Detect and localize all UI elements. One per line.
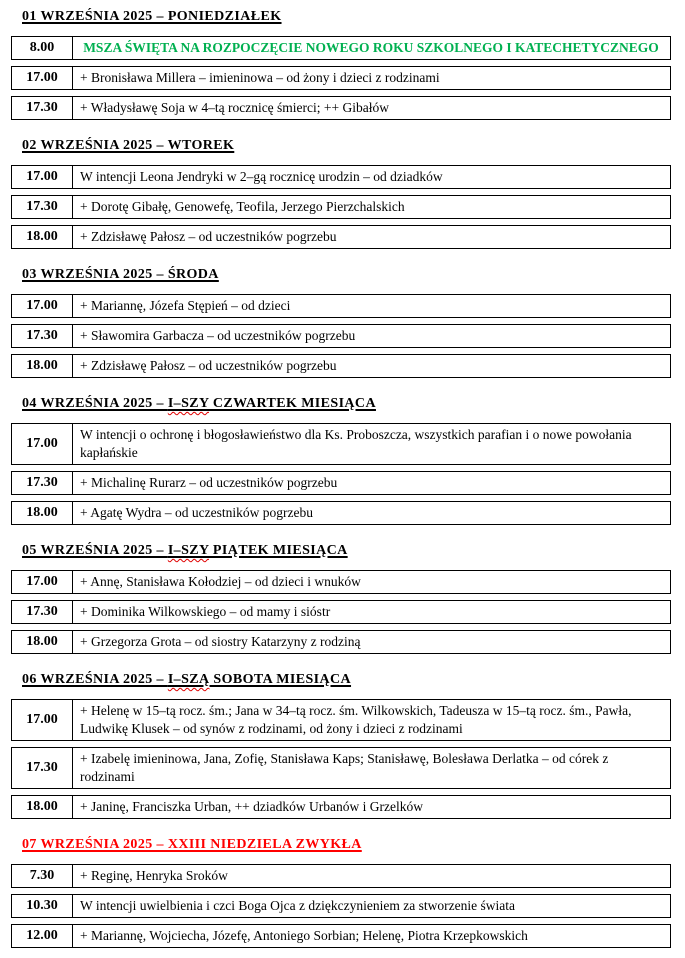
mass-intention-row <box>11 195 671 219</box>
mass-time: 17.00 <box>12 295 73 317</box>
mass-schedule-section <box>11 394 672 525</box>
mass-time: 12.00 <box>12 925 73 947</box>
mass-intention-text-cell <box>73 325 670 347</box>
mass-time: 17.30 <box>12 196 73 218</box>
mass-intention-text: + Agatę Wydra – od uczestników pogrzebu <box>80 505 313 520</box>
mass-intention-row <box>11 471 671 495</box>
mass-intention-text-cell <box>73 895 670 917</box>
mass-intention-text: W intencji uwielbienia i czci Boga Ojca z dziękczynieniem za stworzenie świata <box>80 898 515 913</box>
mass-intention-text: + Mariannę, Wojciecha, Józefę, Antoniego Sorbian; Helenę, Piotra Krzepkowskich <box>80 928 528 943</box>
mass-time: 18.00 <box>12 631 73 653</box>
mass-intention-text-cell <box>73 865 670 887</box>
mass-intention-text: + Izabelę imieninowa, Jana, Zofię, Stanisława Kaps; Stanisławę, Bolesława Derlatka – od córek z rodzinami <box>80 751 609 784</box>
section-rows <box>11 699 672 819</box>
mass-intention-text: + Władysławę Soja w 4–tą rocznicę śmierci; ++ Gibałów <box>80 100 390 115</box>
mass-intention-row <box>11 600 671 624</box>
mass-intention-row <box>11 354 671 378</box>
section-date-header <box>22 396 376 412</box>
mass-time: 18.00 <box>12 226 73 248</box>
mass-time: 7.30 <box>12 865 73 887</box>
header-text: 04 WRZEŚNIA 2025 – <box>22 396 168 411</box>
mass-intention-row <box>11 36 671 60</box>
mass-intention-text-cell <box>73 502 670 524</box>
header-text: 07 WRZEŚNIA 2025 – XXIII NIEDZIELA ZWYKŁA <box>22 837 362 852</box>
mass-time: 17.30 <box>12 748 73 788</box>
mass-time: 17.00 <box>12 166 73 188</box>
mass-intention-text: W intencji Leona Jendryki w 2–gą rocznicę urodzin – od dziadków <box>80 169 443 184</box>
mass-intention-text: + Helenę w 15–tą rocz. śm.; Jana w 34–tą rocz. śm. Wilkowskich, Tadeusza w 15–tą rocz. śm., Pawła, Ludwikę Klusek – od synów z rodzinami, od żony i dzieci z rodzinami <box>80 703 632 736</box>
mass-intention-text: + Reginę, Henryka Sroków <box>80 868 228 883</box>
mass-intention-text: MSZA ŚWIĘTA NA ROZPOCZĘCIE NOWEGO ROKU SZKOLNEGO I KATECHETYCZNEGO <box>83 40 659 55</box>
mass-intention-row <box>11 924 671 948</box>
mass-intention-text-cell <box>73 226 670 248</box>
mass-intention-row <box>11 699 671 741</box>
header-text: 01 WRZEŚNIA 2025 – PONIEDZIAŁEK <box>22 9 282 24</box>
mass-time: 18.00 <box>12 502 73 524</box>
mass-intention-text: + Michalinę Rurarz – od uczestników pogrzebu <box>80 475 338 490</box>
mass-time: 18.00 <box>12 355 73 377</box>
mass-intention-row <box>11 570 671 594</box>
mass-intention-text-cell <box>73 700 670 740</box>
mass-intention-text: + Zdzisławę Pałosz – od uczestników pogrzebu <box>80 358 337 373</box>
mass-intention-text-cell <box>73 925 670 947</box>
section-date-header <box>22 837 362 853</box>
mass-schedule-section <box>11 541 672 654</box>
mass-intention-row <box>11 864 671 888</box>
mass-intention-text: + Janinę, Franciszka Urban, ++ dziadków Urbanów i Grzelków <box>80 799 423 814</box>
mass-intention-row <box>11 225 671 249</box>
mass-schedule-section <box>11 136 672 249</box>
mass-intention-text: + Sławomira Garbacza – od uczestników pogrzebu <box>80 328 356 343</box>
mass-intention-row <box>11 747 671 789</box>
mass-intention-row <box>11 423 671 465</box>
mass-intention-text: + Zdzisławę Pałosz – od uczestników pogrzebu <box>80 229 337 244</box>
mass-intention-text-cell <box>73 472 670 494</box>
header-text: 03 WRZEŚNIA 2025 – ŚRODA <box>22 267 219 282</box>
mass-schedule-section <box>11 670 672 819</box>
mass-intention-text-cell <box>73 166 670 188</box>
mass-intention-text: + Annę, Stanisława Kołodziej – od dzieci i wnuków <box>80 574 361 589</box>
mass-time: 17.30 <box>12 325 73 347</box>
spellcheck-marked-text: I–SZĄ <box>167 672 210 687</box>
spellcheck-marked-text: I–SZY <box>167 396 209 411</box>
mass-intention-text: + Dorotę Gibałę, Genowefę, Teofila, Jerzego Pierzchalskich <box>80 199 405 214</box>
mass-time: 17.30 <box>12 472 73 494</box>
header-text: 05 WRZEŚNIA 2025 – <box>22 543 168 558</box>
section-rows <box>11 570 672 654</box>
header-text: SOBOTA MIESIĄCA <box>209 672 352 687</box>
section-date-header <box>22 267 219 283</box>
header-text: CZWARTEK MIESIĄCA <box>209 396 376 411</box>
mass-intention-row <box>11 501 671 525</box>
mass-intention-row <box>11 165 671 189</box>
mass-time: 17.00 <box>12 67 73 89</box>
mass-time: 17.00 <box>12 424 73 464</box>
mass-intention-row <box>11 96 671 120</box>
header-text: 02 WRZEŚNIA 2025 – WTOREK <box>22 138 235 153</box>
mass-schedule-section <box>11 7 672 120</box>
section-date-header <box>22 138 234 154</box>
mass-time: 17.30 <box>12 97 73 119</box>
mass-intention-text: + Grzegorza Grota – od siostry Katarzyny z rodziną <box>80 634 361 649</box>
mass-intention-text-cell <box>73 748 670 788</box>
mass-schedule-section <box>11 835 672 948</box>
section-date-header <box>22 543 348 559</box>
section-rows <box>11 294 672 378</box>
mass-intention-row <box>11 294 671 318</box>
mass-intention-text-cell <box>73 424 670 464</box>
mass-intention-row <box>11 894 671 918</box>
mass-time: 17.00 <box>12 571 73 593</box>
mass-intention-text-cell <box>73 796 670 818</box>
mass-intention-text: + Bronisława Millera – imieninowa – od żony i dzieci z rodzinami <box>80 70 440 85</box>
mass-intention-row <box>11 795 671 819</box>
header-text: PIĄTEK MIESIĄCA <box>209 543 348 558</box>
mass-time: 10.30 <box>12 895 73 917</box>
mass-time: 17.30 <box>12 601 73 623</box>
section-rows <box>11 864 672 948</box>
section-date-header <box>22 9 282 25</box>
mass-intention-row <box>11 630 671 654</box>
mass-intention-text-cell <box>73 571 670 593</box>
mass-intention-row <box>11 324 671 348</box>
mass-intention-row <box>11 66 671 90</box>
header-text: 06 WRZEŚNIA 2025 – <box>22 672 168 687</box>
mass-schedule-section <box>11 265 672 378</box>
mass-time: 17.00 <box>12 700 73 740</box>
mass-intention-text-cell <box>73 67 670 89</box>
mass-time: 18.00 <box>12 796 73 818</box>
section-rows <box>11 36 672 120</box>
mass-time: 8.00 <box>12 37 73 59</box>
spellcheck-marked-text: I–SZY <box>167 543 209 558</box>
mass-intention-text: + Mariannę, Józefa Stępień – od dzieci <box>80 298 291 313</box>
mass-intention-text-cell <box>73 631 670 653</box>
section-rows <box>11 423 672 525</box>
mass-intention-text-cell <box>73 601 670 623</box>
mass-intention-text-cell <box>73 37 670 59</box>
mass-intention-text: W intencji o ochronę i błogosławieństwo dla Ks. Proboszcza, wszystkich parafian i o nowe powołania kapłańskie <box>80 427 632 460</box>
section-rows <box>11 165 672 249</box>
mass-intention-text-cell <box>73 295 670 317</box>
mass-intention-text-cell <box>73 196 670 218</box>
section-date-header <box>22 672 351 688</box>
mass-intention-text-cell <box>73 97 670 119</box>
mass-intention-text: + Dominika Wilkowskiego – od mamy i sióstr <box>80 604 331 619</box>
mass-intention-text-cell <box>73 355 670 377</box>
